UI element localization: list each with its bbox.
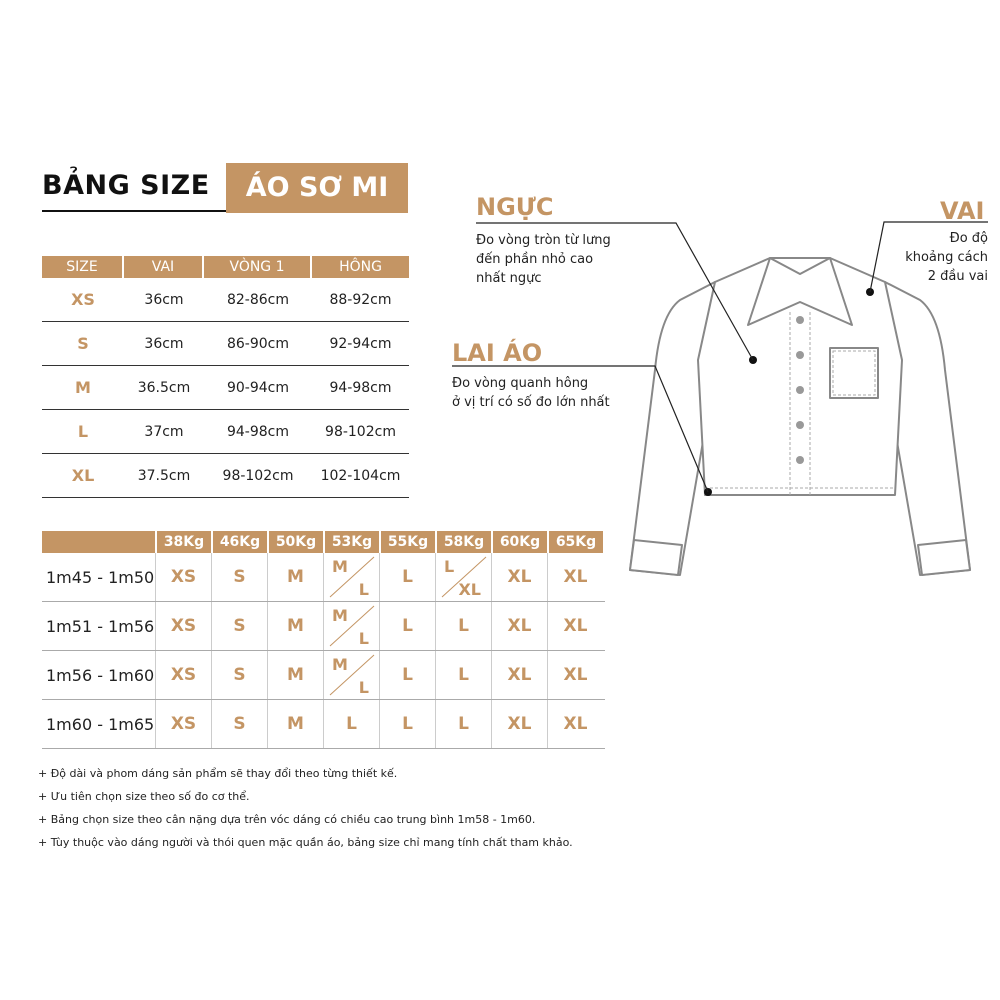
size-cell: S xyxy=(211,651,267,699)
note-item: + Độ dài và phom dáng sản phẩm sẽ thay đổi theo từng thiết kế. xyxy=(38,767,398,780)
note-item: + Tùy thuộc vào dáng người và thói quen mặc quần áo, bảng size chỉ mang tính chất tham khảo. xyxy=(38,836,573,849)
size-cell: S xyxy=(211,602,267,650)
desc-line: Đo vòng tròn từ lưng xyxy=(476,233,611,248)
size-cell: M xyxy=(267,553,323,601)
title-ao-so-mi: ÁO SƠ MI xyxy=(245,172,389,203)
hong-cell: 88-92cm xyxy=(329,291,392,308)
size-cell: S xyxy=(211,553,267,601)
desc-line: Đo độ xyxy=(949,231,988,246)
size-cell: XL xyxy=(547,553,603,601)
weight-header: 53Kg xyxy=(323,531,379,553)
weight-header: 60Kg xyxy=(491,531,547,553)
size-cell: L xyxy=(435,651,491,699)
height-cell: 1m60 - 1m65 xyxy=(46,714,155,734)
size-cell: L xyxy=(379,700,435,748)
height-cell: 1m45 - 1m50 xyxy=(46,567,155,587)
vong1-cell: 94-98cm xyxy=(226,423,289,440)
header-vong1: VÒNG 1 xyxy=(204,256,312,278)
size-cell: XS xyxy=(155,700,211,748)
split-size-top: L xyxy=(444,557,455,576)
hong-cell: 102-104cm xyxy=(320,467,401,484)
size-cell: L xyxy=(379,602,435,650)
vai-cell: 36.5cm xyxy=(137,379,191,396)
weight-header: 38Kg xyxy=(155,531,211,553)
size-cell: S xyxy=(211,700,267,748)
height-cell: 1m51 - 1m56 xyxy=(46,616,155,636)
size-cell: XL xyxy=(491,602,547,650)
desc-line: 2 đầu vai xyxy=(927,269,988,284)
desc-line: ở vị trí có số đo lớn nhất xyxy=(452,395,610,410)
size-cell: M xyxy=(267,602,323,650)
split-size-bottom: L xyxy=(358,580,369,599)
desc-nguc xyxy=(476,231,611,288)
vong1-cell: 98-102cm xyxy=(222,467,294,484)
size-cell: XS xyxy=(155,602,211,650)
desc-line: Đo vòng quanh hông xyxy=(452,376,589,391)
vai-cell: 36cm xyxy=(144,335,184,352)
header-vai: VAI xyxy=(124,256,204,278)
split-size-bottom: L xyxy=(358,678,369,697)
size-cell: XL xyxy=(547,651,603,699)
split-size-top: M xyxy=(332,655,348,674)
label-vai: VAI xyxy=(940,197,985,225)
split-size-bottom: L xyxy=(358,629,369,648)
desc-lai-ao xyxy=(452,374,610,412)
size-cell: S xyxy=(77,334,89,353)
vai-cell: 36cm xyxy=(144,291,184,308)
header-size: SIZE xyxy=(42,256,124,278)
desc-vai xyxy=(880,229,988,286)
label-lai-ao: LAI ÁO xyxy=(452,339,543,367)
vong1-cell: 82-86cm xyxy=(226,291,289,308)
size-cell: XL xyxy=(491,651,547,699)
size-cell: L xyxy=(435,700,491,748)
hong-cell: 92-94cm xyxy=(329,335,392,352)
size-cell: M xyxy=(267,700,323,748)
weight-header: 46Kg xyxy=(211,531,267,553)
size-cell: M xyxy=(75,378,91,397)
hong-cell: 94-98cm xyxy=(329,379,392,396)
split-size-bottom: XL xyxy=(458,580,481,599)
note-item: + Ưu tiên chọn size theo số đo cơ thể. xyxy=(38,790,250,803)
size-cell: XL xyxy=(491,700,547,748)
header-hong: HÔNG xyxy=(339,259,382,275)
height-cell: 1m56 - 1m60 xyxy=(46,665,155,685)
size-cell: M xyxy=(267,651,323,699)
size-cell: XL xyxy=(547,602,603,650)
size-cell: L xyxy=(379,651,435,699)
vai-cell: 37cm xyxy=(144,423,184,440)
size-cell: L xyxy=(323,700,379,748)
vong1-cell: 90-94cm xyxy=(226,379,289,396)
weight-header: 55Kg xyxy=(379,531,435,553)
split-size-top: M xyxy=(332,557,348,576)
size-cell: L xyxy=(435,602,491,650)
desc-line: khoảng cách xyxy=(905,250,988,265)
hong-cell: 98-102cm xyxy=(325,423,396,440)
title-bang-size: BẢNG SIZE xyxy=(42,170,210,201)
size-cell: XL xyxy=(71,466,95,485)
split-size-top: M xyxy=(332,606,348,625)
label-nguc: NGỰC xyxy=(476,193,554,221)
weight-header: 50Kg xyxy=(267,531,323,553)
size-cell: XL xyxy=(491,553,547,601)
size-cell: L xyxy=(379,553,435,601)
note-item: + Bảng chọn size theo cân nặng dựa trên vóc dáng có chiều cao trung bình 1m58 - 1m60. xyxy=(38,813,536,826)
size-cell: XS xyxy=(71,290,95,309)
vai-cell: 37.5cm xyxy=(137,467,191,484)
size-cell: XL xyxy=(547,700,603,748)
weight-header: 58Kg xyxy=(435,531,491,553)
weight-header: 65Kg xyxy=(547,531,603,553)
size-cell: XS xyxy=(155,553,211,601)
desc-line: đến phần nhỏ cao xyxy=(476,252,594,267)
desc-line: nhất ngực xyxy=(476,271,542,286)
size-cell: XS xyxy=(155,651,211,699)
size-cell: L xyxy=(77,422,89,441)
vong1-cell: 86-90cm xyxy=(226,335,289,352)
